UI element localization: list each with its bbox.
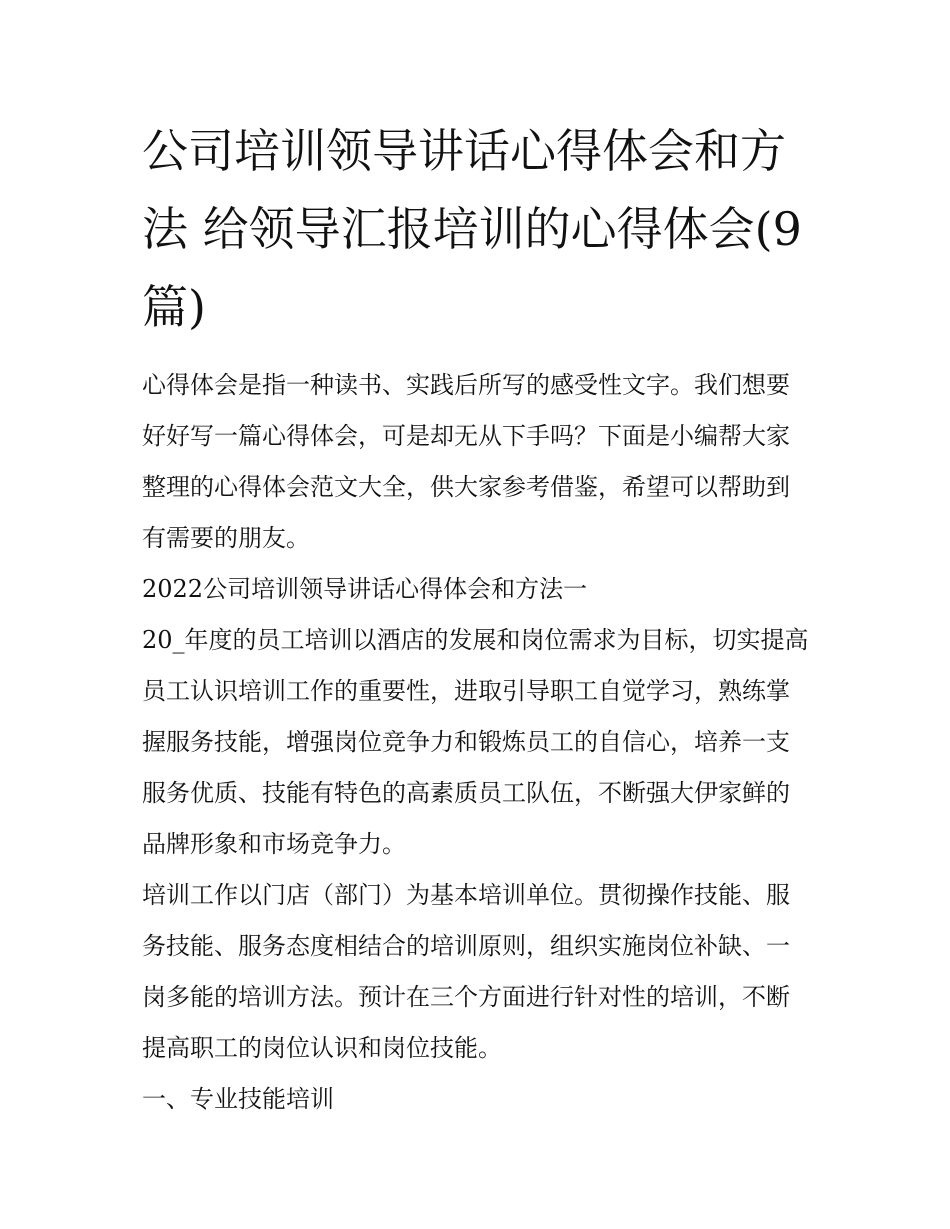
document-title: 公司培训领导讲话心得体会和方法 给领导汇报培训的心得体会(9篇) bbox=[142, 124, 802, 334]
section-heading-1: 2022公司培训领导讲话心得体会和方法一 bbox=[142, 575, 588, 603]
document-page bbox=[142, 112, 812, 1125]
intro-paragraph: 心得体会是指一种读书、实践后所写的感受性文字。我们想要好好写一篇心得体会，可是却无从下手吗？下面是小编帮大家整理的心得体会范文大全，供大家参考借鉴，希望可以帮助到有需要的朋友。 bbox=[142, 371, 790, 552]
subsection-heading: 一、专业技能培训 bbox=[142, 1085, 334, 1113]
body-paragraph-1: 20_年度的员工培训以酒店的发展和岗位需求为目标，切实提高员工认识培训工作的重要性，进取引导职工自觉学习，熟练掌握服务技能，增强岗位竞争力和锻炼员工的自信心，培养一支服务优质、技能有特色的高素质员工队伍，不断强大伊家鲜的品牌形象和市场竞争力。 bbox=[142, 626, 809, 858]
body-paragraph-2: 培训工作以门店（部门）为基本培训单位。贯彻操作技能、服务技能、服务态度相结合的培训原则，组织实施岗位补缺、一岗多能的培训方法。预计在三个方面进行针对性的培训，不断提高职工的岗位认识和岗位技能。 bbox=[142, 881, 790, 1062]
